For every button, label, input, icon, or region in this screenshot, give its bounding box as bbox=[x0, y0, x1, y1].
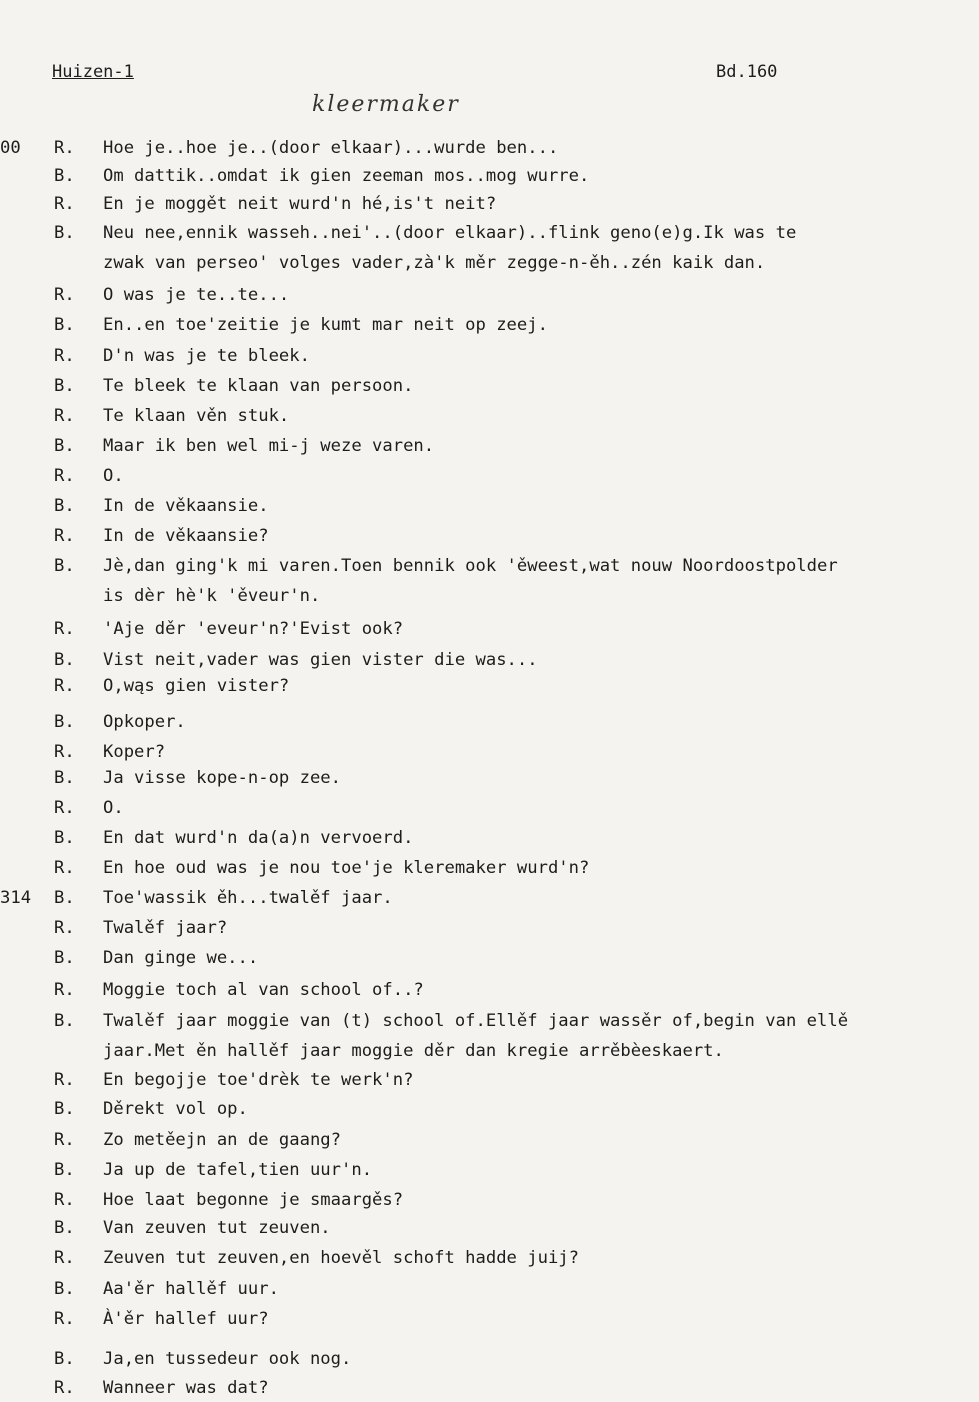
speaker-label: B. bbox=[54, 376, 75, 396]
utterance-text: In de věkaansie. bbox=[103, 496, 269, 516]
utterance-text: Moggie toch al van school of..? bbox=[103, 980, 424, 1000]
utterance-text: O,wąs gien vister? bbox=[103, 676, 290, 696]
utterance-text: O. bbox=[103, 798, 124, 818]
speaker-label: R. bbox=[54, 858, 75, 878]
speaker-label: B. bbox=[54, 496, 75, 516]
speaker-label: R. bbox=[54, 1378, 75, 1398]
speaker-label: B. bbox=[54, 1160, 75, 1180]
utterance-text: Jè,dan ging'k mi varen.Toen bennik ook 'ěweest,wat nouw Noordoostpolder bbox=[103, 556, 838, 576]
speaker-label: B. bbox=[54, 1349, 75, 1369]
utterance-text: Te klaan věn stuk. bbox=[103, 406, 290, 426]
utterance-text: Wanneer was dat? bbox=[103, 1378, 269, 1398]
speaker-label: R. bbox=[54, 466, 75, 486]
utterance-text: En begojje toe'drèk te werk'n? bbox=[103, 1070, 414, 1090]
speaker-label: R. bbox=[54, 742, 75, 762]
utterance-text: In de věkaansie? bbox=[103, 526, 269, 546]
utterance-text: O was je te..te... bbox=[103, 285, 290, 305]
speaker-label: R. bbox=[54, 619, 75, 639]
utterance-text: Van zeuven tut zeuven. bbox=[103, 1218, 331, 1238]
utterance-text: Maar ik ben wel mi-j weze varen. bbox=[103, 436, 435, 456]
speaker-label: B. bbox=[54, 1218, 75, 1238]
speaker-label: B. bbox=[54, 768, 75, 788]
utterance-text: Zeuven tut zeuven,en hoevěl schoft hadde juij? bbox=[103, 1248, 579, 1268]
utterance-text: 'Aje děr 'eveur'n?'Evist ook? bbox=[103, 619, 404, 639]
utterance-text: En..en toe'zeitie je kumt mar neit op zeej. bbox=[103, 315, 548, 335]
utterance-text: D'n was je te bleek. bbox=[103, 346, 310, 366]
speaker-label: R. bbox=[54, 980, 75, 1000]
utterance-text: Hoe laat begonne je smaargěs? bbox=[103, 1190, 404, 1210]
speaker-label: B. bbox=[54, 315, 75, 335]
speaker-label: R. bbox=[54, 676, 75, 696]
speaker-label: B. bbox=[54, 828, 75, 848]
margin-counter: 314 bbox=[0, 888, 32, 908]
speaker-label: R. bbox=[54, 1190, 75, 1210]
speaker-label: R. bbox=[54, 1130, 75, 1150]
speaker-label: B. bbox=[54, 436, 75, 456]
speaker-label: B. bbox=[54, 1011, 75, 1031]
utterance-text: En je moggět neit wurd'n hé,is't neit? bbox=[103, 194, 497, 214]
speaker-label: R. bbox=[54, 1309, 75, 1329]
handwritten-note: kleermaker bbox=[312, 92, 460, 117]
speaker-label: B. bbox=[54, 948, 75, 968]
utterance-text: is dèr hè'k 'ěveur'n. bbox=[103, 586, 321, 606]
speaker-label: R. bbox=[54, 526, 75, 546]
speaker-label: R. bbox=[54, 918, 75, 938]
speaker-label: R. bbox=[54, 138, 75, 158]
utterance-text: Opkoper. bbox=[103, 712, 186, 732]
speaker-label: B. bbox=[54, 166, 75, 186]
utterance-text: Ja visse kope-n-op zee. bbox=[103, 768, 341, 788]
speaker-label: B. bbox=[54, 223, 75, 243]
tape-reference: Bd.160 bbox=[716, 62, 778, 82]
speaker-label: B. bbox=[54, 556, 75, 576]
utterance-text: zwak van perseo' volges vader,zà'k měr zegge-n-ěh..zén kaik dan. bbox=[103, 253, 766, 273]
utterance-text: Vist neit,vader was gien vister die was... bbox=[103, 650, 538, 670]
speaker-label: R. bbox=[54, 406, 75, 426]
utterance-text: Aa'ěr hallěf uur. bbox=[103, 1279, 279, 1299]
utterance-text: Dan ginge we... bbox=[103, 948, 259, 968]
utterance-text: À'ěr hallef uur? bbox=[103, 1309, 269, 1329]
margin-counter: 00 bbox=[0, 138, 21, 158]
speaker-label: B. bbox=[54, 888, 75, 908]
speaker-label: R. bbox=[54, 346, 75, 366]
speaker-label: B. bbox=[54, 1099, 75, 1119]
utterance-text: Ja up de tafel,tien uur'n. bbox=[103, 1160, 373, 1180]
speaker-label: R. bbox=[54, 798, 75, 818]
utterance-text: En dat wurd'n da(a)n vervoerd. bbox=[103, 828, 414, 848]
speaker-label: B. bbox=[54, 1279, 75, 1299]
utterance-text: jaar.Met ěn hallěf jaar moggie děr dan kregie arrěbèeskaert. bbox=[103, 1041, 724, 1061]
utterance-text: Ja,en tussedeur ook nog. bbox=[103, 1349, 352, 1369]
speaker-label: R. bbox=[54, 1248, 75, 1268]
speaker-label: R. bbox=[54, 285, 75, 305]
utterance-text: Te bleek te klaan van persoon. bbox=[103, 376, 414, 396]
utterance-text: O. bbox=[103, 466, 124, 486]
speaker-label: B. bbox=[54, 650, 75, 670]
document-title: Huizen-1 bbox=[52, 62, 134, 82]
utterance-text: Twalěf jaar? bbox=[103, 918, 228, 938]
utterance-text: Twalěf jaar moggie van (t) school of.Ellěf jaar wassěr of,begin van ellě bbox=[103, 1011, 849, 1031]
utterance-text: Děrekt vol op. bbox=[103, 1099, 248, 1119]
utterance-text: Zo metěejn an de gaang? bbox=[103, 1130, 341, 1150]
speaker-label: R. bbox=[54, 1070, 75, 1090]
speaker-label: R. bbox=[54, 194, 75, 214]
utterance-text: Om dattik..omdat ik gien zeeman mos..mog wurre. bbox=[103, 166, 590, 186]
utterance-text: Neu nee,ennik wasseh..nei'..(door elkaar)..flink geno(e)g.Ik was te bbox=[103, 223, 797, 243]
utterance-text: Koper? bbox=[103, 742, 166, 762]
speaker-label: B. bbox=[54, 712, 75, 732]
utterance-text: En hoe oud was je nou toe'je kleremaker wurd'n? bbox=[103, 858, 590, 878]
utterance-text: Toe'wassik ěh...twalěf jaar. bbox=[103, 888, 393, 908]
utterance-text: Hoe je..hoe je..(door elkaar)...wurde ben... bbox=[103, 138, 559, 158]
